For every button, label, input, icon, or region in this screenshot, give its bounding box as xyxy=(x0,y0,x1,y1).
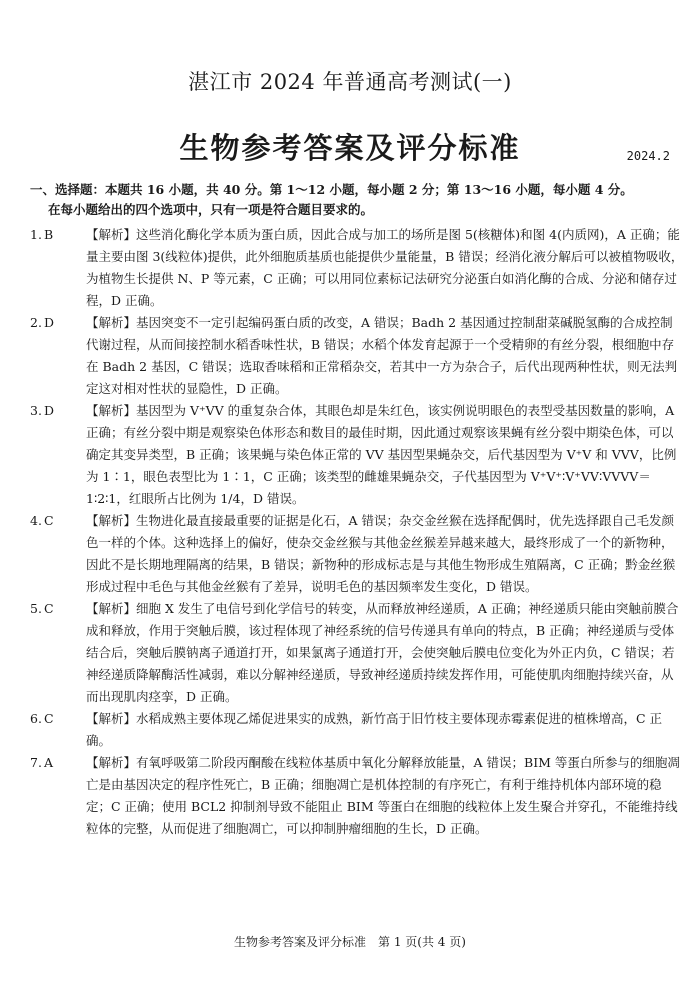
document-title: 生物参考答案及评分标准 xyxy=(179,131,521,165)
question-number: 2. xyxy=(30,315,42,330)
explanation-text: 【解析】基因突变不一定引起编码蛋白质的改变，A 错误；Badh 2 基因通过控制甜菜碱脱氢酶的合成控制代谢过程，从而间接控制水稻香味性状，B 错误；水稻个体发育起源于一个受精卵的有丝分裂，根细胞中存在 Badh 2 基因，C 错误；选取香味稻和正常稻杂交，若其中一方为杂合子，后代出现两种性状，则无法判定这对相对性状的显隐性，D 正确。 xyxy=(86,315,678,396)
answer-letter: D xyxy=(44,315,55,330)
question-number: 7. xyxy=(30,755,42,770)
answer-letter: D xyxy=(44,403,55,418)
section-heading-text: 一、选择题：本题共 16 小题，共 40 分。第 1～12 小题，每小题 2 分；第 13～16 小题，每小题 4 分。 xyxy=(30,182,633,197)
answer-letter: B xyxy=(44,227,54,242)
explanation-text: 【解析】有氧呼吸第二阶段丙酮酸在线粒体基质中氧化分解释放能量，A 错误；BIM 等蛋白所参与的细胞凋亡是由基因决定的程序性死亡，B 正确；细胞凋亡是机体控制的有序死亡，有利于维持机体内部环境的稳定；C 正确；使用 BCL2 抑制剂导致不能阻止 BIM 等蛋白在细胞的线粒体上发生聚合并穿孔，不能维持线粒体的完整，从而促进了细胞凋亡，可以抑制肿瘤细胞的生长，D 正确。 xyxy=(86,755,680,836)
question-number: 5. xyxy=(30,601,42,616)
section-heading xyxy=(30,180,685,220)
section-instruction: 在每小题给出的四个选项中，只有一项是符合题目要求的。 xyxy=(48,202,374,217)
answer-item xyxy=(30,598,685,708)
answer-item xyxy=(30,752,685,840)
explanation-text: 【解析】这些消化酶化学本质为蛋白质，因此合成与加工的场所是图 5(核糖体)和图 4(内质网)，A 正确；能量主要由图 3(线粒体)提供，此外细胞质基质也能提供少量能量，B 错误；经消化液分解后可以被植物吸收，为植物生长提供 N、P 等元素，C 正确；可以用同位素标记法研究分泌蛋白如消化酶的合成、分泌和储存过程，D 正确。 xyxy=(86,227,684,308)
answer-item xyxy=(30,224,685,312)
question-number: 1. xyxy=(30,227,42,242)
answer-letter: A xyxy=(44,755,54,770)
question-number: 6. xyxy=(30,711,42,726)
answer-item xyxy=(30,312,685,400)
answer-letter: C xyxy=(44,601,54,616)
answer-item xyxy=(30,708,685,752)
answer-list xyxy=(30,224,685,840)
page-footer: 生物参考答案及评分标准 第 1 页(共 4 页) xyxy=(234,935,466,949)
question-number: 4. xyxy=(30,513,42,528)
exam-title: 湛江市 2024 年普通高考测试(一) xyxy=(188,70,512,94)
answer-item xyxy=(30,510,685,598)
explanation-text: 【解析】水稻成熟主要体现乙烯促进果实的成熟，新竹高于旧竹枝主要体现赤霉素促进的植株增高，C 正确。 xyxy=(86,711,663,748)
document-date: 2024.2 xyxy=(626,149,670,163)
explanation-text: 【解析】基因型为 V⁺VV 的重复杂合体，其眼色却是朱红色，该实例说明眼色的表型受基因数量的影响，A 正确；有丝分裂中期是观察染色体形态和数目的最佳时期，因此通过观察该果蝇有丝分裂中期染色体，可以确定其变异类型，B 正确；该果蝇与染色体正常的 VV 基因型果蝇杂交，后代基因型为 V⁺V 和 VVV，比例为 1∶1，眼色表型比为 1∶1，C 正确；该类型的雌雄果蝇杂交，子代基因型为 V⁺V⁺∶V⁺VV∶VVVV＝1∶2∶1，红眼所占比例为 1/4，D 错误。 xyxy=(86,403,677,506)
explanation-text: 【解析】生物进化最直接最重要的证据是化石，A 错误；杂交金丝猴在选择配偶时，优先选择跟自己毛发颜色一样的个体。这种选择上的偏好，使杂交金丝猴与其他金丝猴差异越来越大，最终形成了一个的新物种，因此不是长期地理隔离的结果，B 错误；新物种的形成标志是与其他生物形成生殖隔离，C 正确；黔金丝猴形成过程中毛色与其他金丝猴有了差异，说明毛色的基因频率发生变化，D 错误。 xyxy=(86,513,676,594)
question-number: 3. xyxy=(30,403,42,418)
answer-letter: C xyxy=(44,513,54,528)
explanation-text: 【解析】细胞 X 发生了电信号到化学信号的转变，从而释放神经递质，A 正确；神经递质只能由突触前膜合成和释放，作用于突触后膜，该过程体现了神经系统的信号传递具有单向的特点，B 正确；神经递质与受体结合后，突触后膜钠离子通道打开，如果氯离子通道打开，会使突触后膜电位变化为外正内负，C 错误；若神经递质降解酶活性减弱，难以分解神经递质，导致神经递质持续发挥作用，可能使肌肉细胞持续兴奋，从而出现肌肉痉挛，D 正确。 xyxy=(86,601,679,704)
answer-item xyxy=(30,400,685,510)
answer-letter: C xyxy=(44,711,54,726)
